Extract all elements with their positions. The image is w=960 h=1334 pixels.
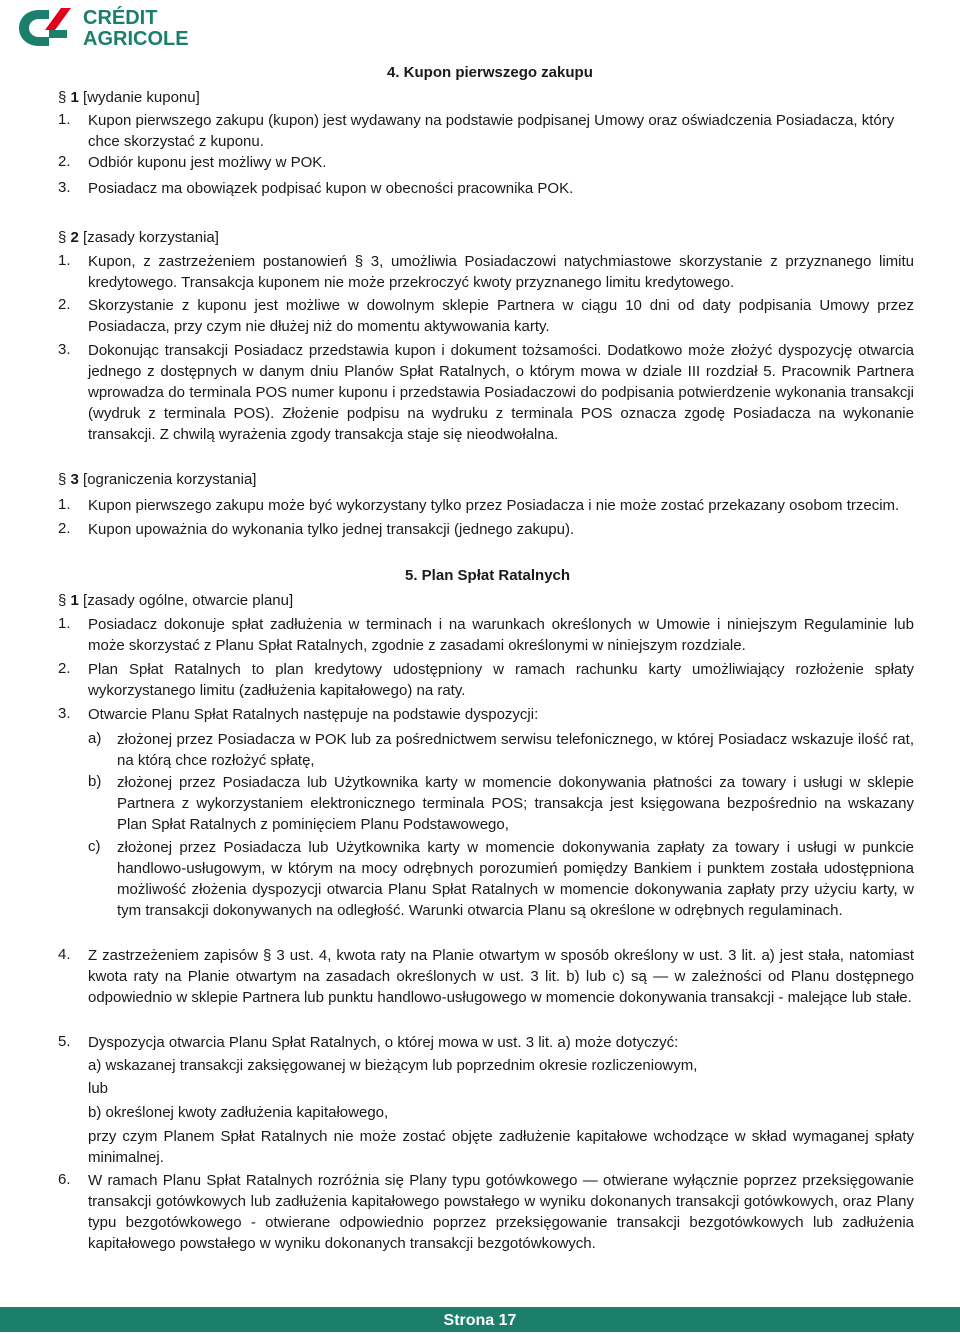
sub-item-or: lub: [88, 1080, 109, 1097]
item-number: 3.: [58, 705, 71, 722]
item-text: Kupon pierwszego zakupu może być wykorzystany tylko przez Posiadacza i nie może zostać przekazany osobom trzecim.: [88, 497, 900, 514]
sub-item-label: c): [88, 838, 101, 855]
item-tail-text: przy czym Planem Spłat Ratalnych nie może zostać objęte zadłużenie kapitałowe wchodzące w skład wymaganej spłaty minimalnej.: [88, 1128, 914, 1166]
page-number: Strona 17: [443, 1312, 517, 1329]
sub-item-text: złożonej przez Posiadacza lub Użytkownika karty w momencie dokonywania płatności za towary i usługi w sklepie Partnera z wykorzystaniem elektronicznego terminala POS; transakcja jest księgowana bezpośrednio na wskazany Plan Spłat Ratalnych z pominięciem Planu Podstawowego,: [117, 774, 914, 833]
sub-item-b: b) określonej kwoty zadłużenia kapitałowego,: [88, 1104, 389, 1121]
logo-line1: CRÉDIT: [83, 7, 158, 29]
item-number: 1.: [58, 615, 71, 632]
item-number: 1.: [58, 252, 71, 269]
item-text: Posiadacz ma obowiązek podpisać kupon w obecności pracownika POK.: [88, 180, 574, 197]
sub-item-label: a): [88, 730, 102, 747]
item-text: W ramach Planu Spłat Ratalnych rozróżnia się Plany typu gotówkowego — otwierane wyłącznie poprzez przeksięgowanie transakcji gotówkowych lub zadłużenia kapitałowego powstałego w wyniku dokonanych transakcji gotówkowych, oraz Plany typu bezgotówkowego - otwierane odpowiednio poprzez przeksięgowanie transakcji bezgotówkowych lub zadłużenia kapitałowego powstałego w wyniku dokonanych transakcji bezgotówkowych.: [88, 1172, 914, 1252]
sub-item-text: złożonej przez Posiadacza lub Użytkownika karty w momencie dokonywania zapłaty za towary i usługi w punkcie handlowo-usługowym, w którym na mocy odrębnych porozumień pomiędzy Bankiem i punktem została udostępniona możliwość złożenia dyspozycji otwarcia Planu Spłat Ratalnych w momencie dokonywania zapłaty przy użyciu karty, w tym transakcji dokonywanych na odległość. Warunki otwarcia Planu są określone w odrębnych regulaminach.: [117, 839, 914, 919]
item-text: Z zastrzeżeniem zapisów § 3 ust. 4, kwota raty na Planie otwartym w sposób określony w ust. 3 lit. a) jest stała, natomiast kwota raty na Planie otwartym na zasadach określonych w ust. 3 lit. b) lub c) są — w zależności od Planu dostępnego odpowiednio w sklepie Partnera lub punktu handlowo-usługowego w momencie dokonywania transakcji - malejące lub stałe.: [88, 947, 914, 1006]
item-number: 5.: [58, 1033, 71, 1050]
item-text: Kupon pierwszego zakupu (kupon) jest wydawany na podstawie podpisanej Umowy oraz oświadczenia Posiadacza, który chce skorzystać z kuponu.: [88, 112, 895, 150]
item-text: Posiadacz dokonuje spłat zadłużenia w terminach i na warunkach określonych w Umowie i niniejszym Regulaminie lub może skorzystać z Planu Spłat Ratalnych, zgodnie z zasadami określonymi w niniejszym rozdziale.: [88, 616, 914, 654]
item-number: 6.: [58, 1171, 71, 1188]
item-text: Otwarcie Planu Spłat Ratalnych następuje na podstawie dyspozycji:: [88, 706, 539, 723]
item-text: Kupon, z zastrzeżeniem postanowień § 3, umożliwia Posiadaczowi natychmiastowe skorzystanie z przyznanego limitu kredytowego. Transakcja kuponem nie może przekroczyć kwoty przyznanego limitu kredytowego.: [88, 253, 914, 291]
item-number: 4.: [58, 946, 71, 963]
credit-agricole-logo: [15, 4, 225, 48]
section-4-paragraph-2-heading: § 2 [zasady korzystania]: [58, 229, 219, 246]
item-text: Skorzystanie z kuponu jest możliwe w dowolnym sklepie Partnera w ciągu 10 dni od daty podpisania Umowy przez Posiadacza, przy czym nie dłużej niż do momentu aktywowania karty.: [88, 297, 914, 335]
item-text: Odbiór kuponu jest możliwy w POK.: [88, 154, 327, 171]
sub-item-text: złożonej przez Posiadacza w POK lub za pośrednictwem serwisu telefonicznego, w której Posiadacz wskazuje ilość rat, na którą chce rozłożyć spłatę,: [117, 731, 914, 769]
item-text: Plan Spłat Ratalnych to plan kredytowy udostępniony w ramach rachunku karty umożliwiający rozłożenie spłaty wykorzystanego limitu (zadłużenia kapitałowego) na raty.: [88, 661, 914, 699]
sub-item-label: b): [88, 773, 102, 790]
logo-emblem-icon: [19, 8, 71, 46]
item-text: Dyspozycja otwarcia Planu Spłat Ratalnych, o której mowa w ust. 3 lit. a) może dotyczyć:: [88, 1034, 679, 1051]
item-number: 2.: [58, 296, 71, 313]
item-number: 2.: [58, 520, 71, 537]
item-number: 3.: [58, 179, 71, 196]
item-number: 2.: [58, 660, 71, 677]
section-5-paragraph-1-heading: § 1 [zasady ogólne, otwarcie planu]: [58, 592, 294, 609]
item-number: 2.: [58, 153, 71, 170]
section-5-title: 5. Plan Spłat Ratalnych: [405, 567, 571, 584]
section-4-title: 4. Kupon pierwszego zakupu: [387, 64, 593, 81]
item-text: Kupon upoważnia do wykonania tylko jednej transakcji (jednego zakupu).: [88, 521, 575, 538]
page-footer: [0, 1307, 960, 1332]
item-number: 1.: [58, 111, 71, 128]
item-text: Dokonując transakcji Posiadacz przedstawia kupon i dokument tożsamości. Dodatkowo może złożyć dyspozycję otwarcia jednego z dostępnych w danym dniu Planów Spłat Ratalnych, o którym mowa w dziale III rozdział 5. Pracownik Partnera wprowadza do terminala POS numer kuponu i przedstawia Posiadaczowi do podpisania potwierdzenie wykonania transakcji (wydruk z terminala POS). Złożenie podpisu na wydruku z terminala POS oznacza zgodę Posiadacza na wykonanie transakcji. Z chwilą wyrażenia zgody transakcja staje się nieodwołalna.: [88, 342, 914, 443]
section-4-paragraph-3-heading: § 3 [ograniczenia korzystania]: [58, 471, 257, 488]
sub-item-a: a) wskazanej transakcji zaksięgowanej w bieżącym lub poprzednim okresie rozliczeniowym,: [88, 1057, 698, 1074]
item-number: 3.: [58, 341, 71, 358]
item-number: 1.: [58, 496, 71, 513]
section-4-paragraph-1-heading: § 1 [wydanie kuponu]: [58, 89, 200, 106]
logo-line2: AGRICOLE: [83, 28, 189, 48]
